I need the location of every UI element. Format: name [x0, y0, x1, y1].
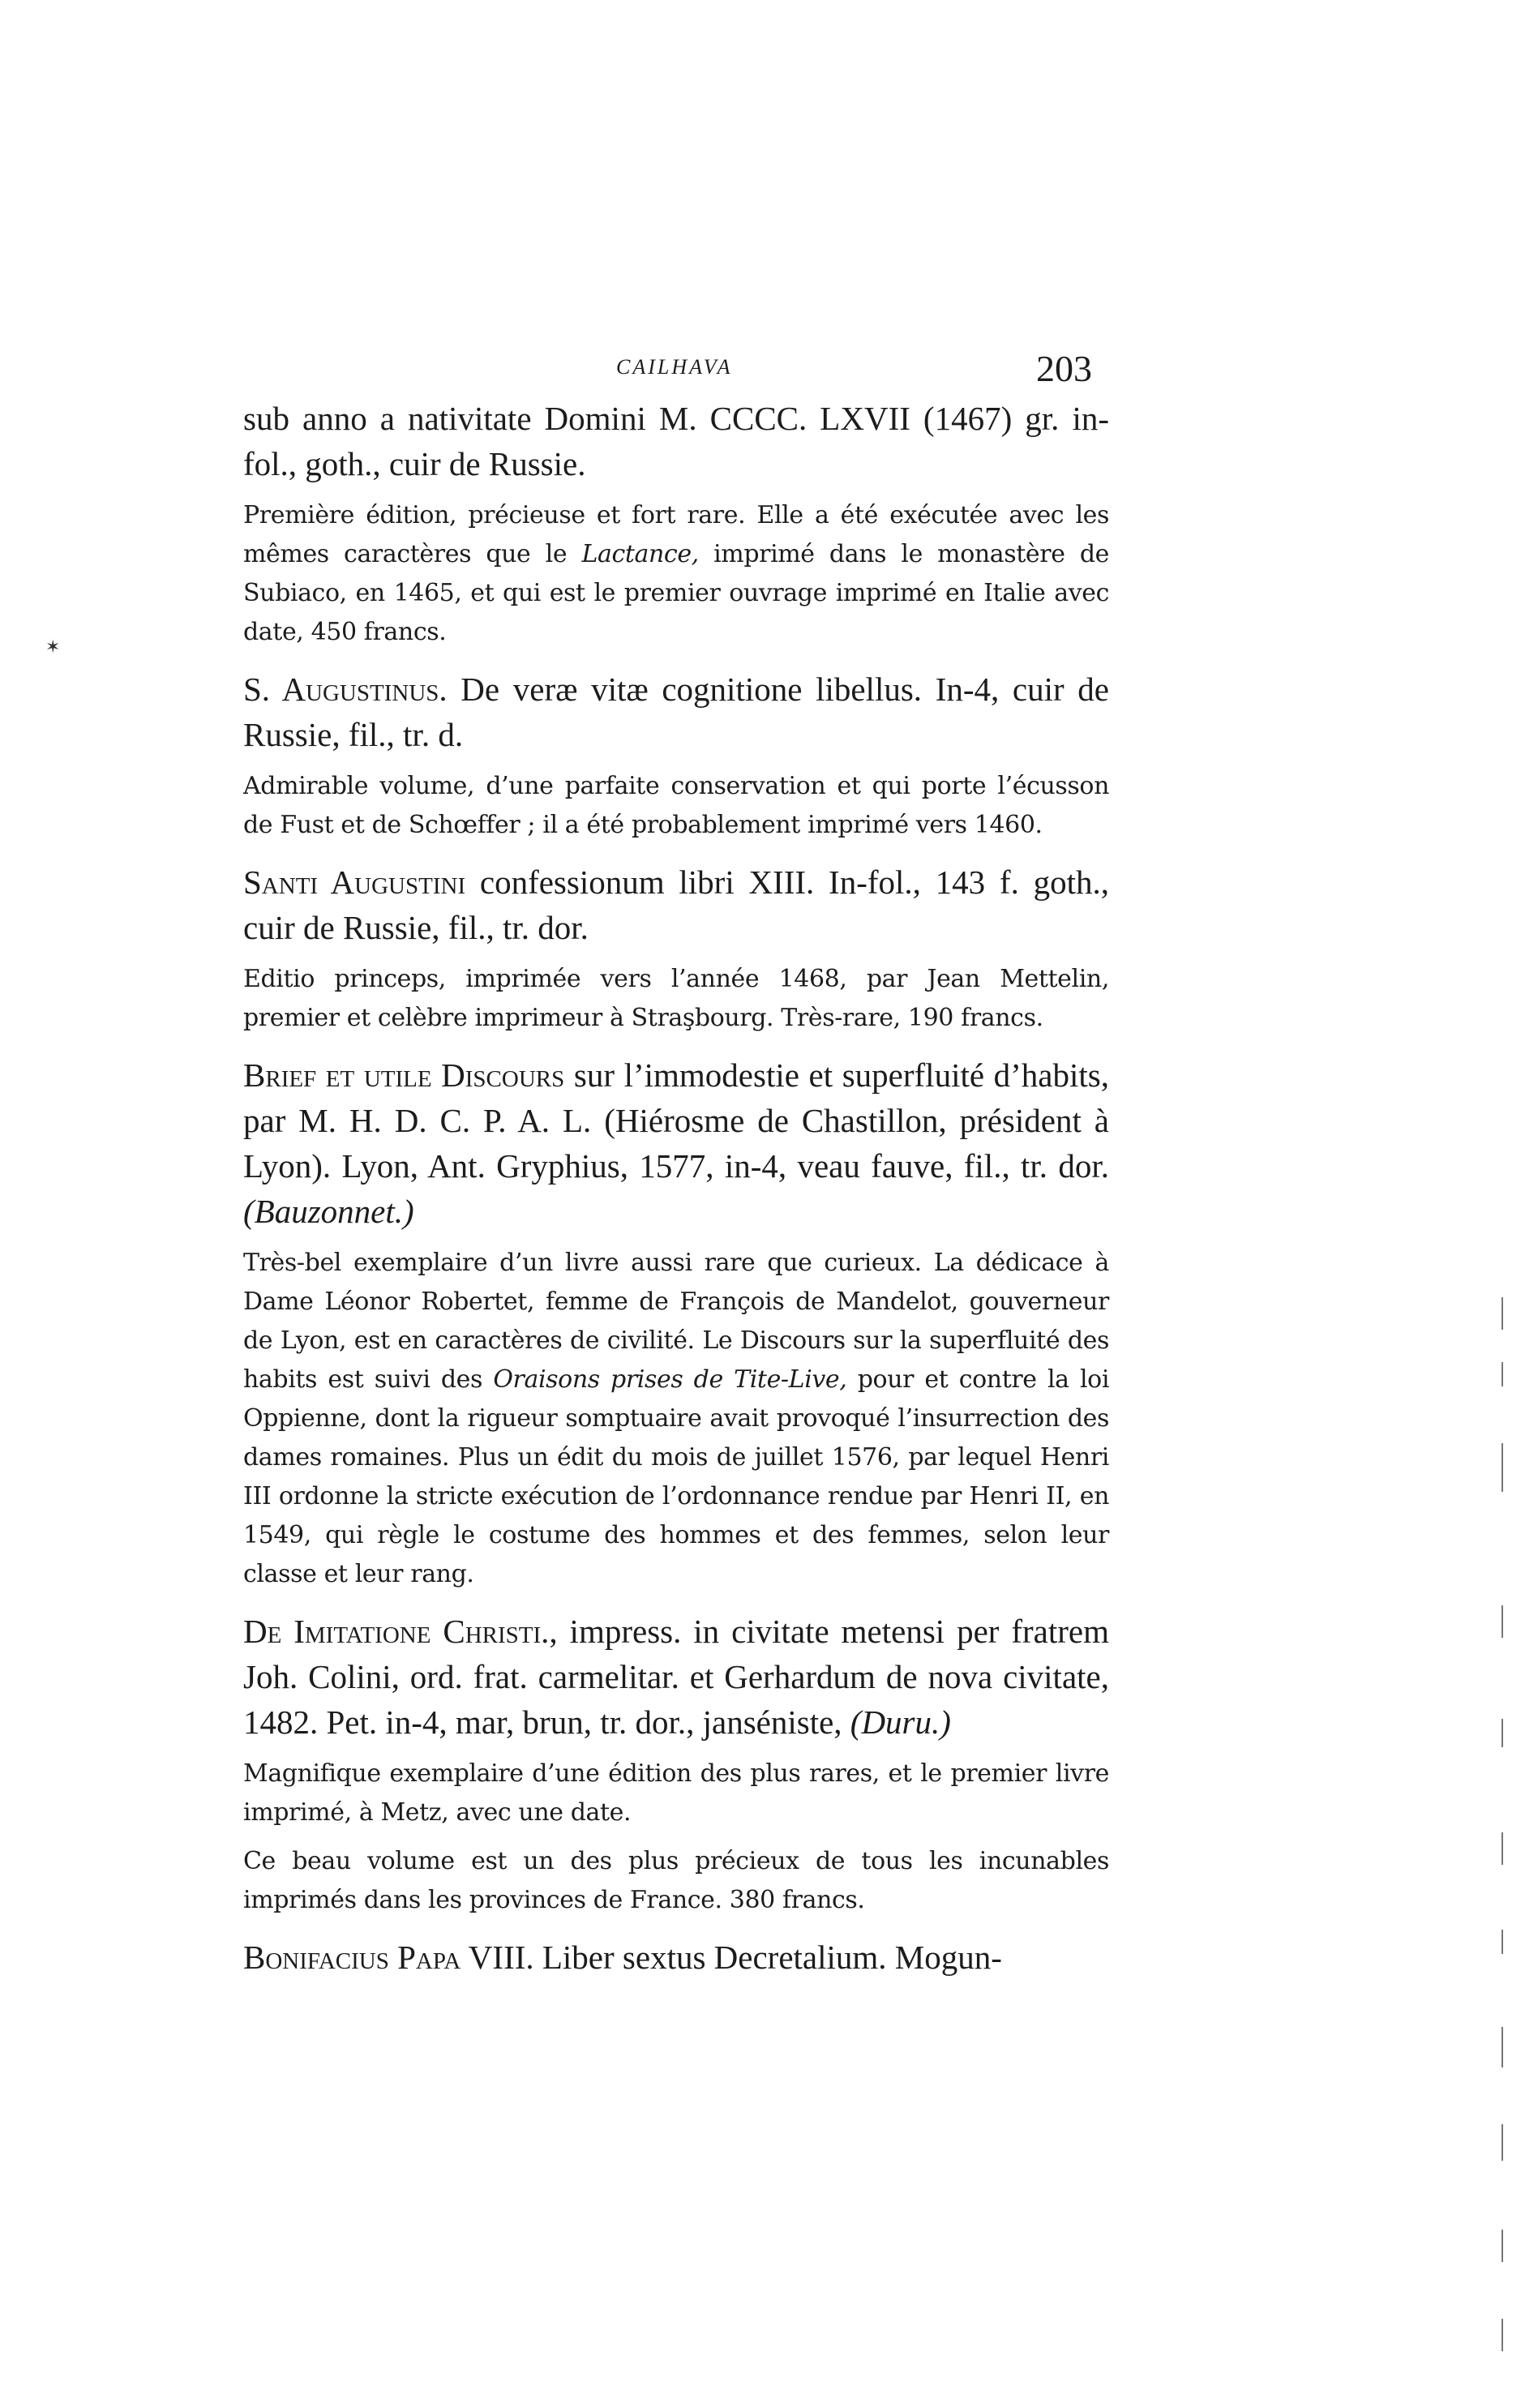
running-title: CAILHAVA	[616, 355, 733, 379]
note-text: Très-bel exemplaire d’un livre aussi rare que curieux. La dédicace à Dame Léonor Robertet, femme de François de Mandelot, gouverneur de Lyon, est en caractères de civilité. Le Discours sur la superfluité des habits est suivi des	[243, 1249, 1109, 1394]
catalog-entry	[243, 1609, 1109, 1745]
note-text: Editio princeps, imprimée vers l’année 1468, par Jean Mettelin, premier et celèbre imprimeur à Straşbourg. Très-rare, 190 francs.	[243, 965, 1109, 1032]
entry-text: impress. in civitate metensi per fratrem Joh. Colini, ord. frat. carmelitar. et Gerhardum de nova civitate, 1482. Pet. in-4, mar, brun, tr. dor., janséniste,	[243, 1613, 1109, 1741]
scan-mark	[1501, 2319, 1503, 2351]
page-number: 203	[1036, 348, 1092, 389]
entry-text: sub anno a nativitate Domini M. CCCC. LXVII (1467) gr. in-fol., goth., cuir de Russie.	[243, 400, 1109, 482]
scan-mark	[1501, 2124, 1503, 2161]
catalog-entry	[243, 1935, 1109, 1980]
scan-mark	[1501, 1297, 1503, 1330]
note-italic-title: Lactance,	[581, 540, 699, 568]
scan-mark	[1501, 2027, 1503, 2067]
scan-mark	[1501, 1930, 1503, 1954]
entry-note	[243, 960, 1109, 1038]
text-column	[243, 396, 1109, 1980]
note-text: Magnifique exemplaire d’une édition des plus rares, et le premier livre imprimé, à Metz, avec une date.	[243, 1759, 1109, 1827]
scan-mark	[1501, 1362, 1503, 1386]
entry-text: confessionum libri XIII. In-fol., 143 f. goth., cuir de Russie, fil., tr. dor.	[243, 863, 1109, 946]
scan-mark	[1501, 1605, 1503, 1638]
entry-text: De veræ vitæ cognitione libellus. In-4, cuir de Russie, fil., tr. d.	[243, 671, 1109, 753]
entry-note	[243, 1755, 1109, 1832]
entry-note	[243, 767, 1109, 845]
entry-lead: S. Augustinus.	[243, 671, 448, 708]
entry-note	[243, 496, 1109, 652]
margin-mark-icon: ✶	[45, 637, 61, 658]
entry-lead: De Imitatione Christi.,	[243, 1613, 558, 1650]
note-text: Première édition, précieuse et fort rare. Elle a été exécutée avec les mêmes caractères que le Lactance, imprimé dans le monastère de Subiaco, en 1465, et qui est le premier ouvrage imprimé en Italie avec date, 450 francs.	[243, 501, 1109, 646]
margin-scan-marks	[1501, 1297, 1505, 2384]
catalog-entry	[243, 1052, 1109, 1234]
running-head	[0, 347, 1525, 396]
catalog-entry	[243, 396, 1109, 486]
entry-lead: Bonifacius Papa	[243, 1939, 461, 1976]
catalog-entry	[243, 666, 1109, 757]
entry-text: sur l’immodestie et superfluité d’habits, par M. H. D. C. P. A. L. (Hiérosme de Chastillon, président à Lyon). Lyon, Ant. Gryphius, 1577, in-4, veau fauve, fil., tr. dor.	[243, 1056, 1109, 1185]
scan-mark	[1501, 1832, 1503, 1865]
entry-lead: Santi Augustini	[243, 863, 466, 901]
note-italic-title: Oraisons prises de Tite-Live,	[493, 1365, 847, 1394]
note-text: pour et contre la loi Oppienne, dont la rigueur somptuaire avait provoqué l’insurrection des dames romaines. Plus un édit du mois de juillet 1576, par lequel Henri III ordonne la stricte exécution de l’ordonnance rendue par Henri II, en 1549, qui règle le costume des hommes et des femmes, selon leur classe et leur rang.	[243, 1365, 1110, 1588]
note-text: Admirable volume, d’une parfaite conservation et qui porte l’écusson de Fust et de Schœffer ; il a été probablement imprimé vers 1460.	[243, 772, 1109, 839]
scan-mark	[1501, 2230, 1503, 2262]
entry-text: VIII. Liber sextus Decretalium. Mogun-	[460, 1939, 1002, 1976]
binder-name: (Bauzonnet.)	[243, 1193, 414, 1230]
note-text: Ce beau volume est un des plus précieux de tous les incunables imprimés dans les provinces de France. 380 francs.	[243, 1847, 1109, 1914]
scan-mark	[1501, 1443, 1503, 1492]
entry-note	[243, 1842, 1109, 1920]
entry-note	[243, 1244, 1109, 1594]
scan-mark	[1501, 1719, 1503, 1747]
binder-name: (Duru.)	[850, 1703, 951, 1741]
entry-lead: Brief et utile Discours	[243, 1056, 565, 1094]
catalog-entry	[243, 859, 1109, 950]
